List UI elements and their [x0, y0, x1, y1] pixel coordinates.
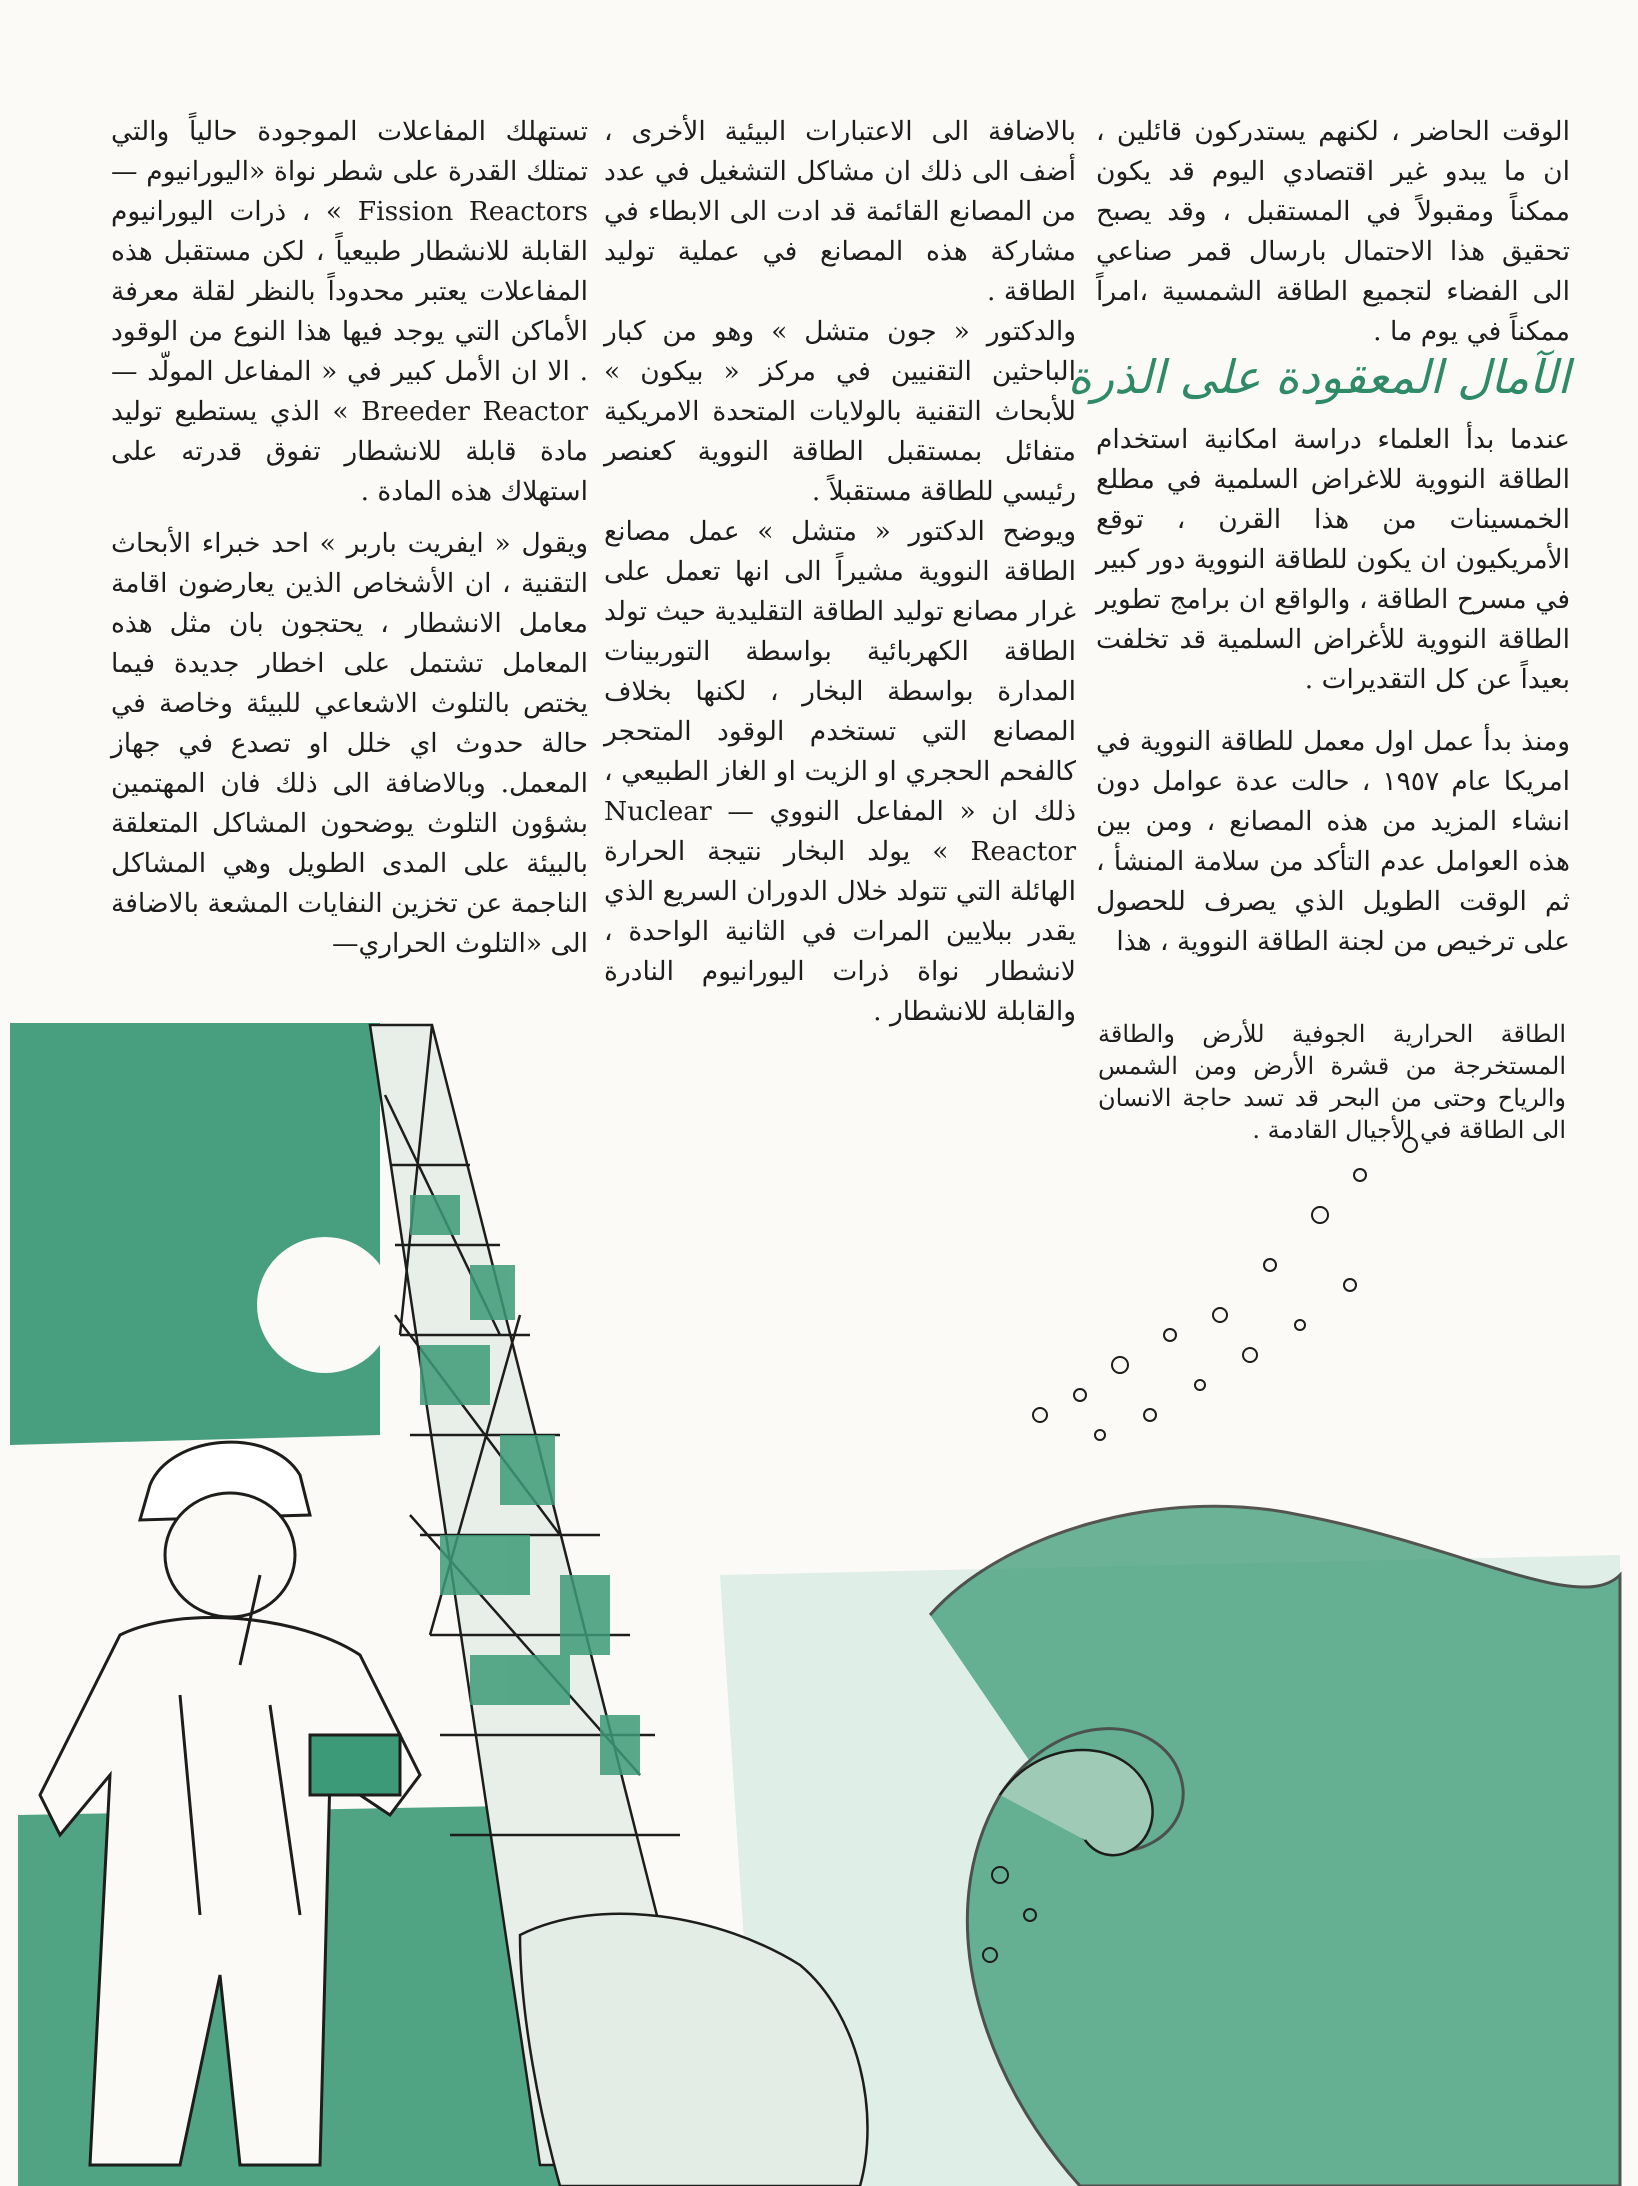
illustration-caption: الطاقة الحرارية الجوفية للأرض والطاقة المستخرجة من قشرة الأرض ومن الشمس والرياح وحتى من البحر قد تسد حاجة الانسان الى الطاقة في الأجيال القادمة . [1098, 1020, 1566, 1144]
paragraph: عندما بدأ العلماء دراسة امكانية استخدام الطاقة النووية للاغراض السلمية في مطلع الخمسينات من هذا القرن ، توقع الأمريكيون ان يكون للطاقة النووية دور كبير في مسرح الطاقة ، والواقع ان برامج تطوير الطاقة النووية للأغراض السلمية قد تخلفت بعيداً عن كل التقديرات . [1096, 424, 1570, 695]
paragraph: ويوضح الدكتور « متشل » عمل مصانع الطاقة النووية مشيراً الى انها تعمل على غرار مصانع توليد الطاقة التقليدية حيث تولد الطاقة الكهربائية بواسطة التوربينات المدارة بواسطة البخار ، لكنها بخلاف المصانع التي تستخدم الوقود المتحجر كالفحم الحجري او الزيت او الغاز الطبيعي ، ذلك ان « المفاعل النووي — Nuclear Reactor » يولد البخار نتيجة الحرارة الهائلة التي تتولد خلال الدوران السريع الذي يقدر ببلايين المرات في الثانية الواحدة ، لانشطار نواة ذرات اليورانيوم النادرة والقابلة للانشطار . [604, 516, 1076, 1027]
article-column-right-continued [1096, 420, 1570, 962]
wave [930, 1506, 1620, 2186]
paragraph: ومنذ بدأ عمل اول معمل للطاقة النووية في امريكا عام ١٩٥٧ ، حالت عدة عوامل دون انشاء المزيد من هذه المصانع ، ومن بين هذه العوامل عدم التأكد من سلامة المنشأ ، ثم الوقت الطويل الذي يصرف للحصول على ترخيص من لجنة الطاقة النووية ، هذا [1096, 726, 1571, 957]
article-column-middle [604, 112, 1076, 1032]
sun-icon [257, 1237, 393, 1373]
paragraph: والدكتور « جون متشل » وهو من كبار الباحثين التقنيين في مركز « بيكون » للأبحاث التقنية بالولايات المتحدة الامريكية متفائل بمستقبل الطاقة النووية كعنصر رئيسي للطاقة مستقبلاً . [604, 316, 1076, 507]
paragraph: ويقول « ايفريت باربر » احد خبراء الأبحاث التقنية ، ان الأشخاص الذين يعارضون اقامة معامل الانشطار ، يحتجون بان مثل هذه المعامل تشتمل على اخطار جديدة فيما يختص بالتلوث الاشعاعي للبيئة وخاصة في حالة حدوث اي خلل او تصدع في جهاز المعمل. وبالاضافة الى ذلك فان المهتمين بشؤون التلوث يوضحون المشاكل المتعلقة بالبيئة على المدى الطويل وهي المشاكل الناجمة عن تخزين النفايات المشعة بالاضافة الى «التلوث الحراري— [111, 528, 588, 959]
paragraph: تستهلك المفاعلات الموجودة حالياً والتي تمتلك القدرة على شطر نواة «اليورانيوم — Fission Reactors » ، ذرات اليورانيوم القابلة للانشطار طبيعياً ، لكن مستقبل هذه المفاعلات يعتبر محدوداً بالنظر لقلة معرفة الأماكن التي يوجد فيها هذا النوع من الوقود . الا ان الأمل كبير في « المفاعل المولّد — Breeder Reactor » الذي يستطيع توليد مادة قابلة للانشطار تفوق قدرته على استهلاك هذه المادة . [111, 116, 588, 507]
article-column-right [1096, 112, 1570, 352]
paragraph: الوقت الحاضر ، لكنهم يستدركون قائلين ، ان ما يبدو غير اقتصادي اليوم قد يكون ممكناً ومقبولاً في المستقبل ، وقد يصبح تحقيق هذا الاحتمال بارسال قمر صناعي الى الفضاء لتجميع الطاقة الشمسية ،امراً ممكناً في يوم ما . [1096, 116, 1570, 347]
sky-background [10, 1023, 380, 1445]
paragraph: بالاضافة الى الاعتبارات البيئية الأخرى ، أضف الى ذلك ان مشاكل التشغيل في عدد من المصانع القائمة قد ادت الى الابطاء في مشاركة هذه المصانع في عملية توليد الطاقة . [604, 116, 1076, 307]
energy-illustration [0, 1015, 1638, 2186]
article-column-left [111, 112, 588, 964]
section-heading: الآمال المعقودة على الذرة [1067, 350, 1570, 404]
